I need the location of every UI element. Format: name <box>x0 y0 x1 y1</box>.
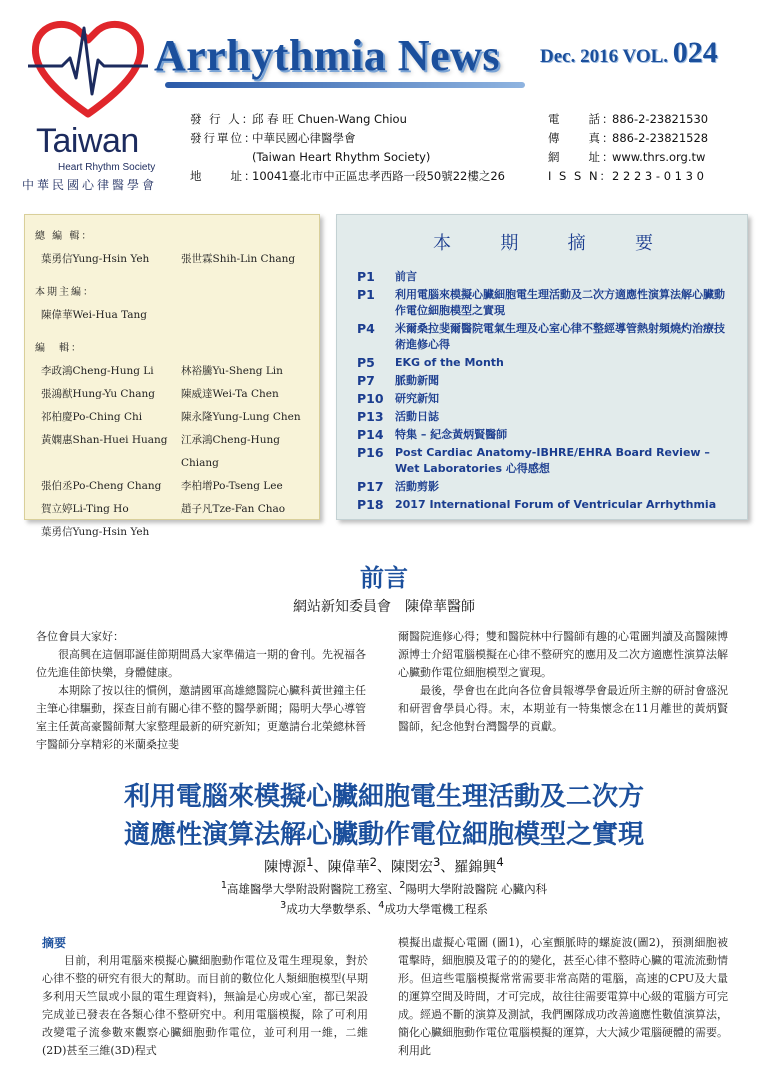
editor-name: 陳威達Wei-Ta Chen <box>181 388 279 400</box>
chief-editor-list <box>35 248 309 271</box>
editor-name: 江承鴻Cheng-Hung Chiang <box>181 434 280 469</box>
foreword-column-right <box>398 628 728 736</box>
contact-label: 傳 真： <box>548 131 616 145</box>
article-title-line: 利用電腦來模擬心臟細胞電生理活動及二次方 <box>123 782 644 812</box>
toc-page: P13 <box>357 409 384 424</box>
author-name: 陳閔宏 <box>391 859 433 876</box>
article-title-line: 適應性演算法解心臟動作電位細胞模型之實現 <box>123 820 644 850</box>
editor-name: 張伯丞Po-Cheng Chang <box>41 480 162 492</box>
logo-subtitle: Heart Rhythm Society <box>58 162 156 173</box>
toc-item[interactable] <box>357 269 735 285</box>
author-name: 陳偉華 <box>327 859 370 876</box>
author-name: 羅錦興 <box>454 859 497 876</box>
toc-page: P5 <box>357 355 375 370</box>
contact-row <box>548 167 708 186</box>
toc-item[interactable] <box>357 391 735 407</box>
contact-row <box>548 148 708 167</box>
summary-title <box>433 229 653 255</box>
publisher-value: 邱 春 旺 Chuen-Wang Chiou <box>252 112 407 126</box>
contact-label: I S S N： <box>548 169 614 183</box>
title-underline <box>165 82 525 88</box>
toc-page: P7 <box>357 373 375 388</box>
publisher-row <box>190 148 505 167</box>
publisher-label: 發 行 人： <box>190 112 256 126</box>
toc-item[interactable] <box>357 427 735 443</box>
publisher-value: 10041臺北市中正區忠孝西路一段50號22樓之26 <box>252 169 505 183</box>
publisher-row <box>190 129 505 148</box>
toc-page: P18 <box>357 497 384 512</box>
publisher-value: (Taiwan Heart Rhythm Society) <box>252 150 431 164</box>
affiliation-sup: 3 <box>280 900 287 911</box>
toc-item[interactable] <box>357 479 735 495</box>
article-title <box>0 778 768 854</box>
toc-text: Post Cardiac Anatomy-IBHRE/EHRA Board Review – Wet Laboratories 心得感想 <box>395 446 710 475</box>
affiliation-sup: 4 <box>378 900 385 911</box>
toc-page: P17 <box>357 479 384 494</box>
author-sup: 3 <box>433 855 441 869</box>
editors-label: 編 輯： <box>35 343 83 354</box>
foreword-paragraph: 各位會員大家好： <box>36 630 124 643</box>
editor-name: 李政鴻Cheng-Hung Li <box>41 365 154 377</box>
abstract-column-right <box>398 934 728 1060</box>
abstract-paragraph: 模擬出虛擬心電圖 (圖1)，心室顫脈時的螺旋波(圖2)，預測細胞被電擊時，細胞膜及電子的的變化，甚至心律不整時心臟的電流流動情形。但這些電腦模擬常常需要非常高階的電腦，高速的CPU及大量的運算空間及時間，才可完成，故往往需要電算中心級的電腦方可完成。經過不斷的演算及測試，我們團隊成功改善適應性數值演算法，簡化心臟細胞動作電位電腦模擬的運算，大大減少電腦硬體的需要。利用此 <box>398 936 728 1057</box>
publisher-label: 地 址： <box>190 169 258 183</box>
publisher-label <box>190 148 252 167</box>
heart-ecg-icon <box>28 14 148 122</box>
toc-page: P1 <box>357 269 375 284</box>
toc-page: P1 <box>357 287 375 302</box>
publisher-info <box>190 110 505 186</box>
affiliation-line <box>0 880 768 897</box>
abstract-paragraph: 目前，利用電腦來模擬心臟細胞動作電位及電生理現象，對於心律不整的研究有很大的幫助。而目前的數位化人類細胞模型(早期多利用天竺鼠或小鼠的電生理資料)，無論是心房或心室，都已架設完成並已發表在各類心律不整研究中。利用電腦模擬，除了可利用改變電子流參數來觀察心臟細胞動作電位，並可利用一維，二維(2D)甚至三維(3D)程式 <box>42 954 368 1057</box>
contact-label: 電 話： <box>548 112 616 126</box>
logo-wordmark: Taiwan <box>36 122 139 160</box>
toc-page: P4 <box>357 321 375 336</box>
contact-info <box>548 110 708 186</box>
toc-item[interactable] <box>357 373 735 389</box>
contact-value[interactable]: www.thrs.org.tw <box>612 150 706 164</box>
foreword-paragraph: 最後，學會也在此向各位會員報導學會最近所主辦的研討會盛況和研習會學員心得。末，本期並有一特集懷念在11月離世的黃炳賢醫師，紀念他對台灣醫學的貢獻。 <box>398 684 728 733</box>
editor-name: 黃嫻惠Shan-Huei Huang <box>41 434 168 446</box>
affiliation-sup: 1 <box>220 880 227 891</box>
toc-item[interactable] <box>357 497 735 513</box>
publisher-row <box>190 167 505 186</box>
affiliation-text: 陽明大學附設醫院 心臟內科 <box>405 881 548 896</box>
editorial-board-box <box>24 214 320 538</box>
toc-page: P16 <box>357 445 384 460</box>
article-authors: 陳博源$^1$、陳偉華$^2$、陳閔宏$^3$、羅錦興$^4$ <box>264 855 504 876</box>
editors-list <box>35 360 309 544</box>
editor-name: 張世霖Shih-Lin Chang <box>181 253 296 265</box>
contact-row <box>548 110 708 129</box>
contact-value: 886-2-23821530 <box>612 112 709 126</box>
author-sup: 2 <box>369 855 377 869</box>
contact-label: 網 址： <box>548 150 616 164</box>
issue-info <box>540 36 718 70</box>
toc-text: EKG of the Month <box>395 356 504 369</box>
toc-text: 特集 – 紀念黃炳賢醫師 <box>395 428 508 441</box>
editor-name: 賀立婷Li-Ting Ho <box>41 503 129 515</box>
contact-row <box>548 129 708 148</box>
issue-editor-label: 本期主編： <box>35 287 95 298</box>
toc-text: 脈動新聞 <box>395 374 439 387</box>
toc-page: P14 <box>357 427 384 442</box>
toc-text: 活動剪影 <box>395 480 439 493</box>
summary-title-char: 期 <box>500 233 519 254</box>
contact-value: 2 2 2 3 - 0 1 3 0 <box>612 169 704 183</box>
toc-text: 2017 International Forum of Ventricular Arrhythmia <box>395 498 717 511</box>
editor-name: 趙子凡Tze-Fan Chao <box>181 503 286 515</box>
foreword-title: 前言 <box>360 564 408 592</box>
toc-text: 研究新知 <box>395 392 439 405</box>
abstract-heading: 摘要 <box>42 936 67 950</box>
foreword-author: 網站新知委員會 陳偉華醫師 <box>293 599 475 615</box>
affiliation-sup: 2 <box>399 880 406 891</box>
issue-editor-name: 陳偉華Wei-Hua Tang <box>41 309 148 321</box>
editor-name: 陳永隆Yung-Lung Chen <box>181 411 301 423</box>
toc-text: 活動日誌 <box>395 410 439 423</box>
publisher-row <box>190 110 505 129</box>
logo-chinese-name: 中華民國心律醫學會 <box>22 178 158 192</box>
summary-title-char: 要 <box>634 233 653 254</box>
toc-item[interactable] <box>357 409 735 425</box>
toc-page: P10 <box>357 391 384 406</box>
publisher-value: 中華民國心律醫學會 <box>252 131 356 145</box>
affiliation-text: 成功大學電機工程系 <box>384 901 488 916</box>
toc-item[interactable] <box>357 355 735 371</box>
toc-text: 前言 <box>395 270 417 283</box>
editor-name: 李柏增Po-Tseng Lee <box>181 480 283 492</box>
issue-number: 024 <box>672 36 718 69</box>
summary-title-char: 摘 <box>567 233 586 254</box>
affiliation-text: 高雄醫學大學附設附醫院工務室、 <box>226 881 400 896</box>
contact-value: 886-2-23821528 <box>612 131 709 145</box>
toc-text: 利用電腦來模擬心臟細胞電生理活動及二次方適應性演算法解心臟動作電位細胞模型之實現 <box>395 288 725 317</box>
issue-date-volume: Dec. 2016 VOL. <box>540 46 673 67</box>
editor-name: 林裕騰Yu-Sheng Lin <box>181 365 283 377</box>
abstract-column-left <box>42 952 368 1060</box>
toc-text: 米爾桑拉斐爾醫院電氣生理及心室心律不整經導管熱射頻燒灼治療技術進修心得 <box>395 322 725 351</box>
issue-summary-box <box>336 214 748 520</box>
toc-item[interactable] <box>357 321 735 353</box>
toc-item[interactable] <box>357 287 735 319</box>
author-sup: 4 <box>496 855 504 869</box>
foreword-paragraph: 爾醫院進修心得；雙和醫院林中行醫師有趣的心電圖判讀及高醫陳博源博士介紹電腦模擬在心律不整研究的應用及二次方適應性演算法解心臟動作電位細胞模型之實現。 <box>398 630 728 679</box>
foreword-paragraph: 本期除了按以往的慣例，邀請國軍高雄總醫院心臟科黃世鐘主任主筆心律驅動，探查目前有關心律不整的醫學新聞；陽明大學心導管室主任黃高豪醫師幫大家整理最新的研究新知；更邀請台北榮總林晉宇醫師分享精彩的米蘭桑拉斐 <box>36 684 366 751</box>
newsletter-title: Arrhythmia News <box>154 31 501 80</box>
editor-name: 張鴻猷Hung-Yu Chang <box>41 388 155 400</box>
toc-item[interactable] <box>357 445 735 477</box>
affiliation-text: 成功大學數學系、 <box>286 901 379 916</box>
author-name: 陳博源 <box>264 859 307 876</box>
author-sup: 1 <box>306 855 314 869</box>
foreword-column-left <box>36 628 366 754</box>
editor-name: 祁柏慶Po-Ching Chi <box>41 411 143 423</box>
chief-editor-label: 總 編 輯： <box>35 231 94 242</box>
affiliation-line <box>0 900 768 917</box>
foreword-paragraph: 很高興在這個耶誕佳節期間爲大家準備這一期的會刊。先祝福各位先進佳節快樂，身體健康。 <box>36 648 366 679</box>
publisher-label: 發行單位： <box>190 131 258 145</box>
editor-name: 葉勇信Yung-Hsin Yeh <box>41 526 150 538</box>
editor-name: 葉勇信Yung-Hsin Yeh <box>41 253 150 265</box>
summary-title-char: 本 <box>433 233 451 254</box>
society-logo <box>20 14 170 192</box>
